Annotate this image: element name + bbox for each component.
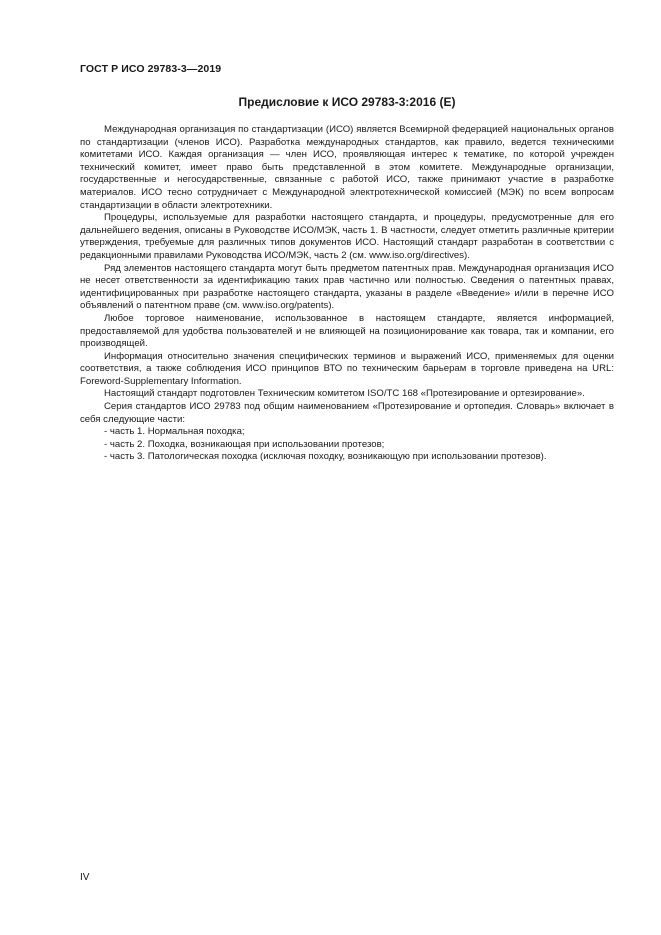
paragraph: Серия стандартов ИСО 29783 под общим наименованием «Протезирование и ортопедия. Словарь» включает в себя следующие части: — [80, 401, 614, 425]
paragraph: Процедуры, используемые для разработки настоящего стандарта, и процедуры, предусмотренные для его дальнейшего ведения, описаны в Руководстве ИСО/МЭК, часть 1. В частности, следует отметить различные критерии утверждения, требуемые для различных типов документов ИСО. Настоящий стандарт разработан в соответствии с редакционными правилами Руководства ИСО/МЭК, часть 2 (см. www.iso.org/directives). — [80, 212, 614, 261]
list-item: - часть 2. Походка, возникающая при использовании протезов; — [104, 438, 385, 450]
list-item: - часть 1. Нормальная походка; — [104, 426, 245, 438]
list-item: - часть 3. Патологическая походка (исключая походку, возникающую при использовании протезов). — [104, 451, 547, 463]
paragraph: Настоящий стандарт подготовлен Техническим комитетом ISO/TC 168 «Протезирование и ортезирование». — [104, 388, 585, 400]
section-title: Предисловие к ИСО 29783-3:2016 (Е) — [238, 95, 456, 109]
document-header-id: ГОСТ Р ИСО 29783-3—2019 — [80, 63, 222, 75]
paragraph: Международная организация по стандартизации (ИСО) является Всемирной федерацией национальных органов по стандартизации (членов ИСО). Разработка международных стандартов, как правило, ведется техническими комитетами ИСО. Каждая организация — член ИСО, проявляющая интерес к тематике, по которой учрежден технический комитет, имеет право быть представленной в этом комитете. Международные организации, государственные и негосударственные, связанные с работой ИСО, также принимают участие в разработке материалов. ИСО тесно сотрудничает с Международной электротехнической комиссией (МЭК) по всем вопросам стандартизации в области электротехники. — [80, 124, 614, 211]
paragraph: Любое торговое наименование, использованное в настоящем стандарте, является информацией, предоставляемой для удобства пользователей и не влияющей на позиционирование как товара, так и компании, его производящей. — [80, 312, 614, 350]
page-number: IV — [80, 872, 90, 883]
document-body — [80, 124, 614, 464]
paragraph: Информация относительно значения специфических терминов и выражений ИСО, применяемых для оценки соответствия, а также соблюдения ИСО принципов ВТО по техническим барьерам в торговле приведена на URL: Foreword-Supplementary Information. — [80, 350, 614, 387]
paragraph: Ряд элементов настоящего стандарта могут быть предметом патентных прав. Международная организация ИСО не несет ответственности за идентификацию таких прав частично или полностью. Сведения о патентных правах, идентифицированных при разработке настоящего стандарта, указаны в разделе «Введение» и/или в перечне ИСО объявлений о патентном праве (см. www.iso.org/patents). — [80, 262, 614, 312]
